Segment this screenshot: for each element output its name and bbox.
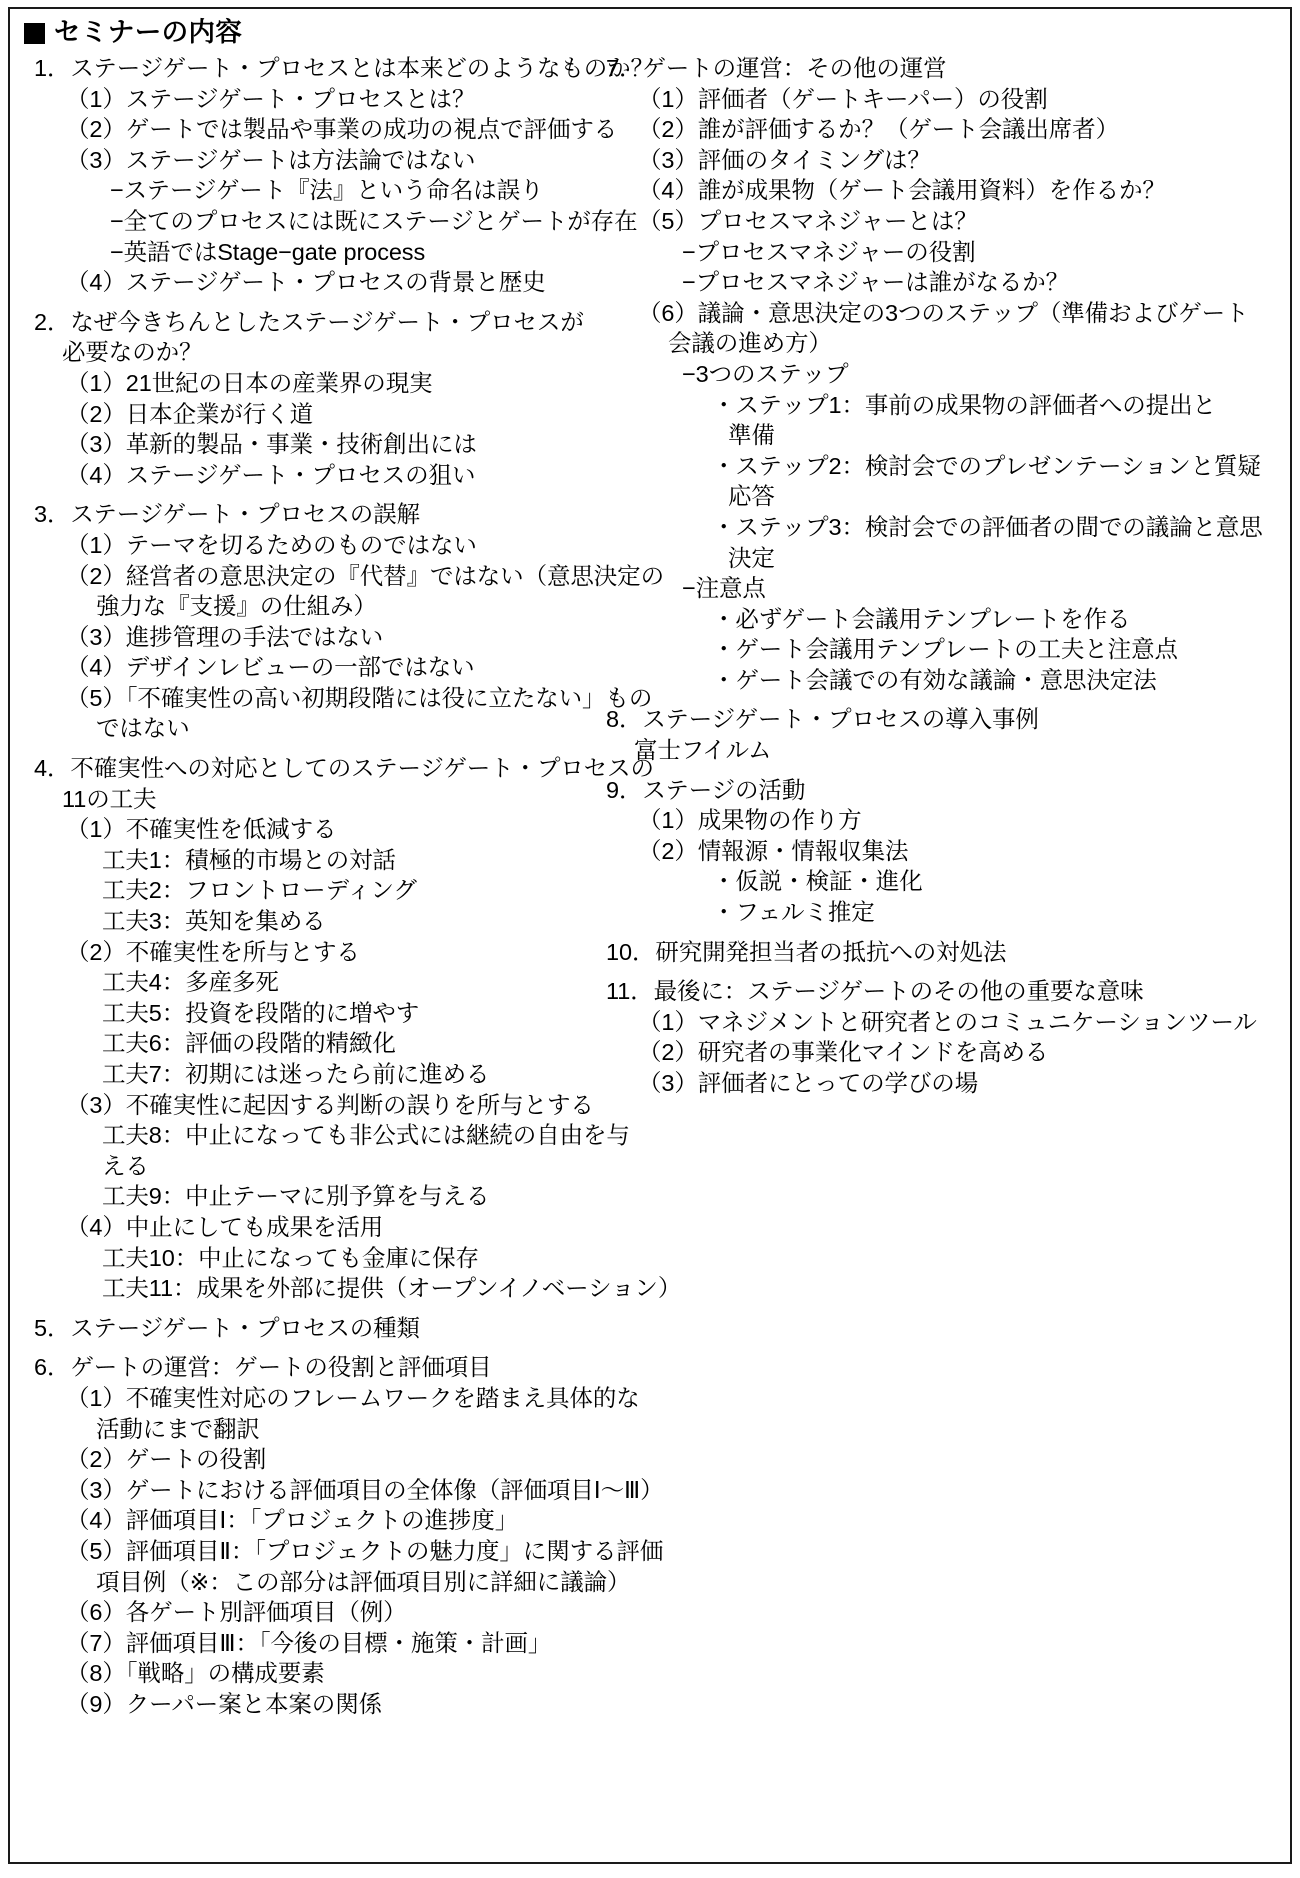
outline-line: （2）経営者の意思決定の『代替』ではない（意思決定の: [66, 562, 664, 589]
outline-line: （1）不確実性対応のフレームワークを踏まえ具体的な: [66, 1384, 640, 1411]
filled-square-icon: [24, 23, 45, 44]
outline-line: 11の工夫: [62, 785, 157, 812]
outline-line: ・必ずゲート会議用テンプレートを作る: [712, 605, 1131, 632]
outline-line: ・ステップ2：検討会でのプレゼンテーションと質疑: [712, 452, 1261, 479]
outline-line: （1）21世紀の日本の産業界の現実: [66, 369, 433, 396]
outline-line: 6．ゲートの運営：ゲートの役割と評価項目: [34, 1354, 492, 1381]
outline-line: （1）不確実性を低減する: [66, 816, 337, 843]
outline-line: 項目例（※：この部分は評価項目別に詳細に議論）: [96, 1568, 631, 1595]
outline-line: （9）クーパー案と本案の関係: [66, 1690, 382, 1717]
outline-line: 工夫10：中止になっても金庫に保存: [102, 1244, 479, 1271]
outline-line: 8．ステージゲート・プロセスの導入事例: [606, 706, 1039, 733]
outline-line: −3つのステップ: [682, 360, 849, 387]
outline-line: 会議の進め方）: [668, 330, 832, 357]
outline-line: 工夫9：中止テーマに別予算を与える: [102, 1183, 490, 1210]
outline-line: （3）革新的製品・事業・技術創出には: [66, 431, 477, 458]
outline-line: （2）研究者の事業化マインドを高める: [638, 1039, 1049, 1066]
outline-line: （3）進捗管理の手法ではない: [66, 623, 384, 650]
outline-line: （7）評価項目Ⅲ：「今後の目標・施策・計画」: [66, 1629, 552, 1656]
outline-line: （1）成果物の作り方: [638, 807, 862, 834]
outline-line: 工夫11：成果を外部に提供（オープンイノベーション）: [102, 1275, 682, 1302]
outline-line: （4）誰が成果物（ゲート会議用資料）を作るか？: [638, 177, 1166, 204]
outline-line: （3）評価のタイミングは？: [638, 146, 931, 173]
outline-line: （2）ゲートでは製品や事業の成功の視点で評価する: [66, 116, 618, 143]
right-outline-column: [596, 53, 1278, 1099]
outline-line: （4）ステージゲート・プロセスの背景と歴史: [66, 269, 546, 296]
outline-line: 必要なのか？: [62, 339, 203, 366]
outline-line: （1）ステージゲート・プロセスとは？: [66, 85, 476, 112]
outline-line: 3．ステージゲート・プロセスの誤解: [34, 501, 420, 528]
outline-line: 9．ステージの活動: [606, 776, 806, 803]
outline-spacer: [24, 744, 584, 753]
outline-line: −プロセスマネジャーは誰がなるか？: [682, 269, 1070, 296]
outline-line: （6）議論・意思決定の3つのステップ（準備およびゲート: [638, 299, 1249, 326]
left-outline-column: [24, 53, 682, 1719]
outline-line: ・ゲート会議用テンプレートの工夫と注意点: [712, 636, 1178, 663]
page-title-text: セミナーの内容: [54, 17, 243, 48]
outline-spacer: [24, 490, 584, 499]
outline-line: （5）評価項目Ⅱ：「プロジェクトの魅力度」に関する評価: [66, 1537, 664, 1564]
outline-line: （2）不確実性を所与とする: [66, 938, 360, 965]
outline-line: （3）評価者にとっての学びの場: [638, 1070, 979, 1096]
outline-line: （2）誰が評価するか？（ゲート会議出席者）: [638, 116, 1119, 143]
outline-line: （2）ゲートの役割: [66, 1446, 267, 1473]
outline-line: 決定: [728, 544, 775, 571]
outline-spacer: [596, 967, 1278, 976]
outline-line: 活動にまで翻訳: [96, 1415, 260, 1442]
outline-spacer: [596, 766, 1278, 775]
outline-line: −プロセスマネジャーの役割: [682, 238, 976, 265]
outline-line: ・ゲート会議での有効な議論・意思決定法: [712, 666, 1157, 693]
outline-spacer: [24, 298, 584, 307]
page-title: [24, 15, 1278, 51]
outline-line: 工夫4：多産多死: [102, 969, 279, 996]
outline-line: 工夫1：積極的市場との対話: [102, 846, 396, 873]
outline-line: −注意点: [682, 575, 766, 602]
outline-line: （1）マネジメントと研究者とのコミュニケーションツール: [638, 1008, 1257, 1035]
outline-line: −全てのプロセスには既にステージとゲートが存在: [110, 207, 638, 234]
outline-line: （4）デザインレビューの一部ではない: [66, 654, 475, 681]
outline-line: ではない: [96, 715, 190, 742]
outline-line: 工夫2：フロントローディング: [102, 877, 417, 904]
outline-line: 工夫5：投資を段階的に増やす: [102, 999, 420, 1026]
outline-line: （5）「不確実性の高い初期段階には役に立たない」もの: [66, 684, 653, 711]
outline-line: 7．ゲートの運営：その他の運営: [606, 55, 947, 81]
outline-line: ・ステップ1：事前の成果物の評価者への提出と: [712, 391, 1216, 418]
outline-line: 工夫3：英知を集める: [102, 908, 326, 935]
outline-line: −ステージゲート『法』という命名は誤り: [110, 177, 544, 204]
outline-line: 強力な『支援』の仕組み）: [96, 593, 377, 620]
page-border-frame: [8, 7, 1292, 1864]
outline-line: −英語ではStage−gate process: [110, 238, 426, 265]
page-content: [24, 15, 1278, 1855]
outline-line: （1）評価者（ゲートキーパー）の役割: [638, 85, 1048, 112]
outline-line: 2．なぜ今きちんとしたステージゲート・プロセスが: [34, 308, 584, 335]
outline-line: 5．ステージゲート・プロセスの種類: [34, 1314, 420, 1341]
outline-line: 準備: [728, 422, 775, 449]
outline-line: （4）ステージゲート・プロセスの狙い: [66, 461, 476, 488]
outline-spacer: [596, 695, 1278, 704]
outline-line: （3）不確実性に起因する判断の誤りを所与とする: [66, 1091, 594, 1118]
outline-line: 10．研究開発担当者の抵抗への対処法: [606, 938, 1007, 965]
outline-line: 11．最後に：ステージゲートのその他の重要な意味: [606, 978, 1144, 1005]
outline-line: （3）ゲートにおける評価項目の全体像（評価項目Ⅰ〜Ⅲ）: [66, 1476, 664, 1503]
outline-spacer: [596, 928, 1278, 937]
outline-line: 工夫7：初期には迷ったら前に進める: [102, 1061, 490, 1087]
outline-line: える: [102, 1152, 149, 1179]
outline-line: （2）情報源・情報収集法: [638, 837, 909, 864]
outline-line: （4）評価項目Ⅰ：「プロジェクトの進捗度」: [66, 1507, 519, 1534]
outline-spacer: [24, 1343, 584, 1352]
outline-line: （1）テーマを切るためのものではない: [66, 531, 477, 558]
outline-line: 工夫8：中止になっても非公式には継続の自由を与: [102, 1122, 630, 1149]
outline-line: ・フェルミ推定: [712, 899, 875, 926]
outline-line: 富士フイルム: [634, 737, 772, 764]
outline-line: 4．不確実性への対応としてのステージゲート・プロセスの: [34, 755, 654, 782]
outline-line: （3）ステージゲートは方法論ではない: [66, 146, 476, 173]
outline-line: （4）中止にしても成果を活用: [66, 1213, 384, 1240]
outline-line: 応答: [728, 483, 775, 510]
outline-line: ・ステップ3：検討会での評価者の間での議論と意思: [712, 513, 1263, 540]
outline-line: （2）日本企業が行く道: [66, 400, 313, 427]
outline-line: （5）プロセスマネジャーとは？: [638, 207, 978, 234]
outline-spacer: [24, 1304, 584, 1313]
outline-line: 1．ステージゲート・プロセスとは本来どのようなものか？: [34, 55, 654, 81]
outline-line: （8）「戦略」の構成要素: [66, 1660, 325, 1687]
outline-line: 工夫6：評価の段階的精緻化: [102, 1030, 396, 1057]
outline-line: （6）各ゲート別評価項目（例）: [66, 1599, 407, 1626]
outline-line: ・仮説・検証・進化: [712, 868, 923, 895]
